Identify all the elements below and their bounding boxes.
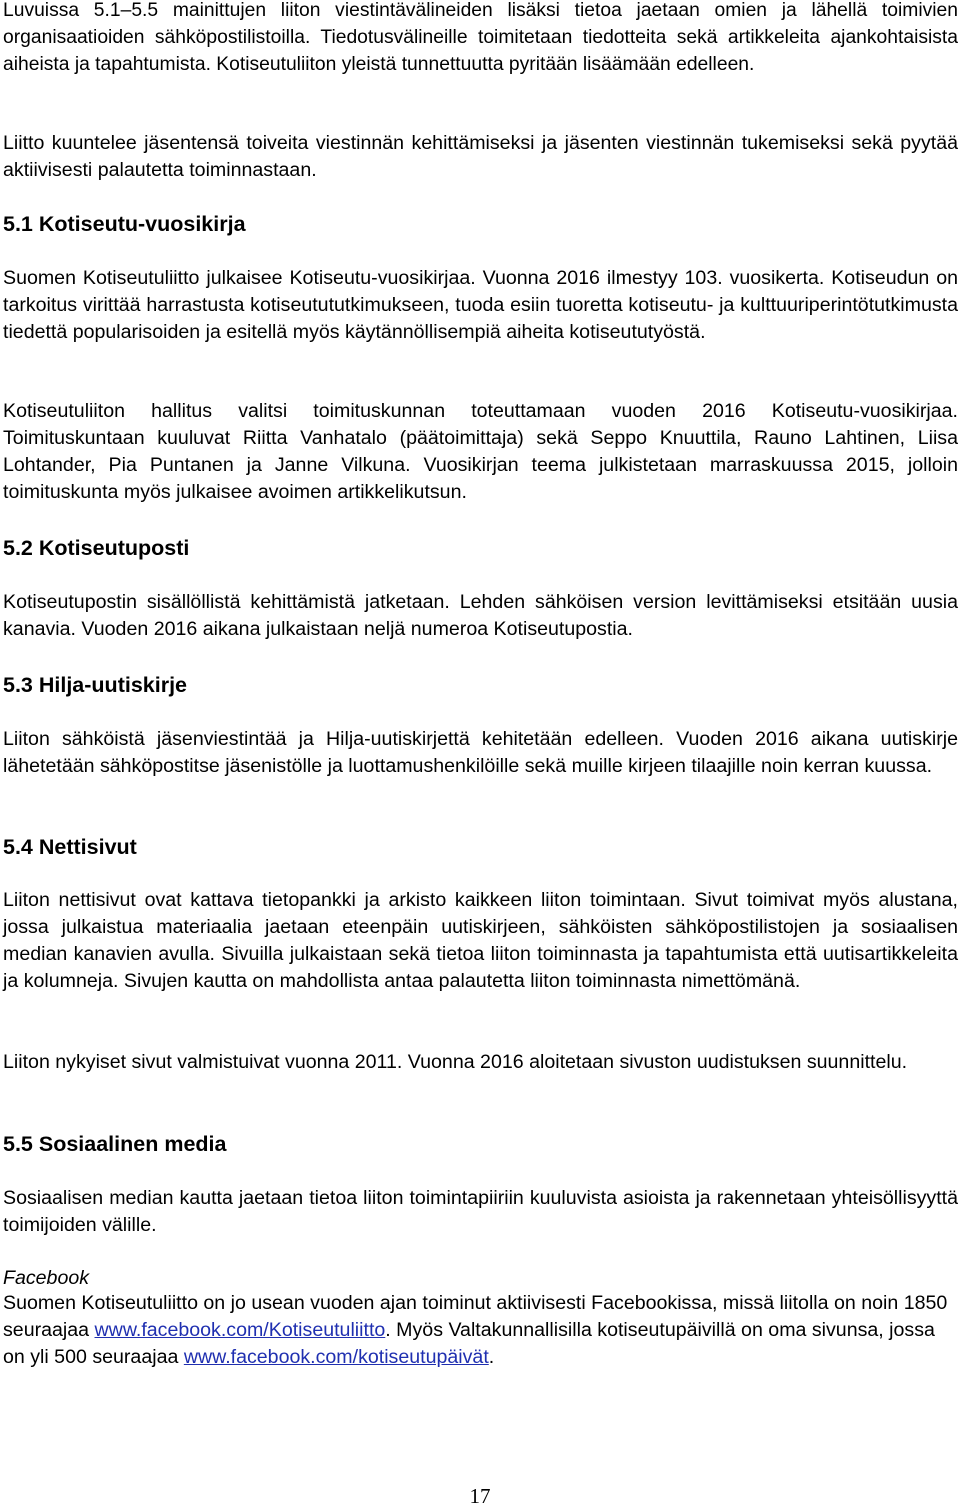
facebook-paragraph xyxy=(3,1290,958,1371)
section-5-5-paragraph-1: Sosiaalisen median kautta jaetaan tietoa liiton toimintapiiriin kuuluvista asioista ja rakennetaan yhteisöllisyyttä toimijoiden välille. xyxy=(3,1187,958,1236)
facebook-text-2: . Myös Valtakunnallisilla kotiseutupäivillä on oma sivunsa, jossa on yli 500 seuraajaa xyxy=(3,1319,935,1368)
section-5-2-paragraph-1: Kotiseutupostin sisällöllistä kehittämistä jatketaan. Lehden sähköisen version levittämiseksi etsitään uusia kanavia. Vuoden 2016 aikana julkaistaan neljä numeroa Kotiseutupostia. xyxy=(3,591,958,640)
kotiseutupaivat-facebook-link[interactable]: www.facebook.com/kotiseutupäivät xyxy=(183,1346,489,1368)
section-heading-5-1: 5.1 Kotiseutu-vuosikirja xyxy=(3,212,246,236)
section-5-4-paragraph-1: Liiton nettisivut ovat kattava tietopankki ja arkisto kaikkeen liiton toimintaan. Sivut toimivat myös alustana, jossa julkaistua materiaalia jaetaan eteenpäin uutiskirjeen, sähköisten sähköpostilistojen ja sosiaalisen median kanavien avulla. Sivuilla julkaistaan sekä tietoa liiton toiminnasta ja tapahtumista että uutisartikkeleita ja kolumneja. Sivujen kautta on mahdollista antaa palautetta liiton toiminnasta nimettömänä. xyxy=(3,889,958,992)
section-5-4-paragraph-2: Liiton nykyiset sivut valmistuivat vuonna 2011. Vuonna 2016 aloitetaan sivuston uudistuksen suunnittelu. xyxy=(3,1051,908,1073)
intro-paragraph-1: Luvuissa 5.1–5.5 mainittujen liiton viestintävälineiden lisäksi tietoa jaetaan omien ja lähellä toimivien organisaatioiden sähköpostilistoilla. Tiedotusvälineille toimitetaan tiedotteita sekä artikkeleita ajankohtaisista aiheista ja tapahtumista. Kotiseutuliiton yleistä tunnettuutta pyritään lisäämään edelleen. xyxy=(3,0,958,75)
facebook-text-3: . xyxy=(488,1346,495,1368)
page-number: 17 xyxy=(469,1484,491,1508)
facebook-subheading: Facebook xyxy=(3,1267,90,1289)
intro-paragraph-2: Liitto kuuntelee jäsentensä toiveita viestinnän kehittämiseksi ja jäsenten viestinnän tukemiseksi sekä pyytää aktiivisesti palautetta toiminnastaan. xyxy=(3,132,958,181)
section-5-1-paragraph-2: Kotiseutuliiton hallitus valitsi toimituskunnan toteuttamaan vuoden 2016 Kotiseutu-vuosikirjaa. Toimituskuntaan kuuluvat Riitta Vanhatalo (päätoimittaja) sekä Seppo Knuuttila, Rauno Lahtinen, Liisa Lohtander, Pia Puntanen ja Janne Vilkuna. Vuosikirjan teema julkistetaan marraskuussa 2015, jolloin toimituskunta myös julkaisee avoimen artikkelikutsun. xyxy=(3,400,958,503)
section-heading-5-5: 5.5 Sosiaalinen media xyxy=(3,1132,227,1156)
facebook-text-1: Suomen Kotiseutuliitto on jo usean vuoden ajan toiminut aktiivisesti Facebookissa, missä liitolla on noin 1850 seuraajaa xyxy=(3,1292,948,1341)
section-5-1-paragraph-1: Suomen Kotiseutuliitto julkaisee Kotiseutu-vuosikirjaa. Vuonna 2016 ilmestyy 103. vuosikerta. Kotiseudun on tarkoitus virittää harrastusta kotiseutututkimukseen, tuoda esiin tuoretta kotiseutu- ja kulttuuriperintötutkimusta tiedettä popularisoiden ja esitellä myös käytännöllisempiä aiheita kotiseututyöstä. xyxy=(3,267,958,343)
section-5-3-paragraph-1: Liiton sähköistä jäsenviestintää ja Hilja-uutiskirjettä kehitetään edelleen. Vuoden 2016 aikana uutiskirje lähetetään sähköpostitse jäsenistölle ja luottamushenkilöille sekä muille kirjeen tilaajille noin kerran kuussa. xyxy=(3,728,958,777)
section-heading-5-2: 5.2 Kotiseutuposti xyxy=(3,536,190,560)
section-heading-5-4: 5.4 Nettisivut xyxy=(3,835,137,859)
section-heading-5-3: 5.3 Hilja-uutiskirje xyxy=(3,673,188,697)
kotiseutuliitto-facebook-link[interactable]: www.facebook.com/Kotiseutuliitto xyxy=(94,1319,386,1341)
